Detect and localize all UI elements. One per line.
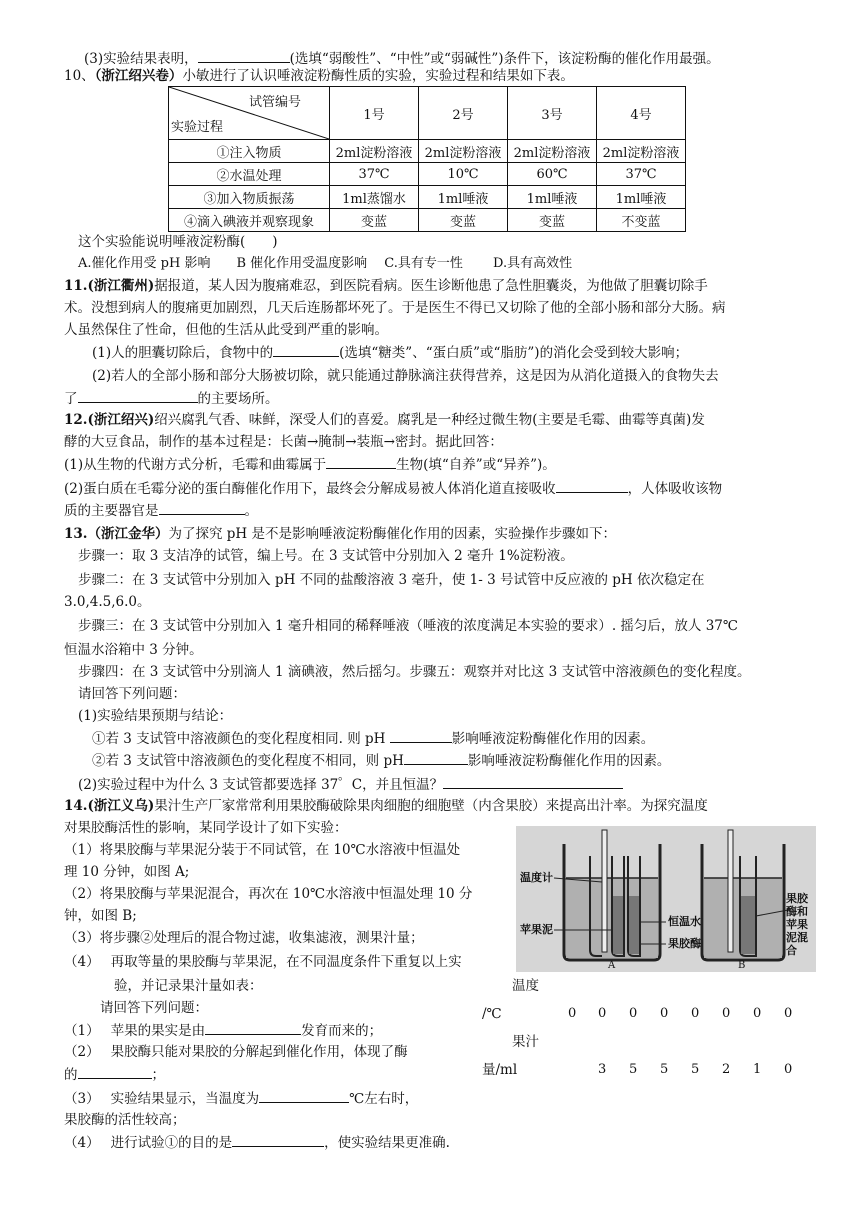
question-number: 11. bbox=[64, 278, 88, 294]
q12-part1 bbox=[64, 454, 556, 475]
q14-q4 bbox=[64, 1132, 450, 1153]
q14-step3: （3）将步骤②处理后的混合物过滤，收集滤液，测果汁量； bbox=[64, 930, 424, 946]
question-source: (浙江义乌) bbox=[87, 798, 155, 814]
q10-intro bbox=[64, 66, 574, 86]
q14-q3 bbox=[64, 1088, 418, 1109]
q14-q2: （2） 果胶酶只能对果胶的分解起到催化作用，体现了酶 bbox=[64, 1044, 408, 1060]
table-cell: 2ml淀粉溶液 bbox=[330, 140, 419, 163]
q14-q2b bbox=[64, 1064, 165, 1085]
answer-blank[interactable] bbox=[443, 774, 623, 789]
table-cell: 2ml淀粉溶液 bbox=[419, 140, 508, 163]
q13-answer2 bbox=[78, 774, 623, 795]
temp-value: 0 bbox=[722, 1006, 731, 1021]
q14-q1 bbox=[64, 1020, 382, 1041]
column-header: 2号 bbox=[419, 87, 508, 140]
answer-blank[interactable] bbox=[273, 342, 339, 357]
q11-part1-post: (选填“糖类”、“蛋白质”或“脂肪”)的消化会受到较大影响； bbox=[339, 345, 689, 361]
table-cell: 变蓝 bbox=[330, 209, 419, 232]
question-text: 绍兴腐乳气香、味鲜，深受人们的喜爱。腐乳是一种经过微生物(主要是毛霉、曲霉等真菌)发 bbox=[154, 412, 705, 428]
answer-blank[interactable] bbox=[159, 500, 245, 515]
answer-blank[interactable] bbox=[259, 1088, 349, 1103]
question-text: 果汁生产厂家常常利用果胶酶破除果肉细胞的细胞壁（内含果胶）来提高出汁率。为探究温度 bbox=[154, 798, 708, 814]
label-mix: 果胶酶和苹果泥混合 bbox=[786, 892, 808, 957]
q14-q3-post: ℃左右时， bbox=[349, 1091, 419, 1107]
q11-part2: (2)若人的全部小肠和部分大肠被切除，就只能通过静脉滴注获得营养，这是因为从消化道摄入的食物失去 bbox=[92, 368, 719, 384]
q10-question: 这个实验能说明唾液淀粉酶( ) bbox=[78, 234, 278, 250]
table-cell: 60℃ bbox=[508, 163, 597, 186]
temp-value: 0 bbox=[568, 1006, 577, 1021]
q13-step4: 步骤四：在 3 支试管中分别滴人 1 滴碘液，然后摇匀。步骤五：观察并对比这 3 支试管中溶液颜色的变化程度。 bbox=[78, 664, 751, 680]
table-row bbox=[169, 140, 686, 163]
juice-value: 0 bbox=[784, 1062, 793, 1077]
answer-blank[interactable] bbox=[78, 1064, 152, 1079]
answer-blank[interactable] bbox=[326, 454, 396, 469]
row-label: ②水温处理 bbox=[169, 163, 330, 186]
q13-a2-text: (2)实验过程中为什么 3 支试管都要选择 37゜C，并且恒温？ bbox=[78, 777, 444, 793]
label-b: B bbox=[738, 960, 746, 971]
q13-step3-cont: 恒温水浴箱中 3 分钟。 bbox=[64, 642, 203, 658]
juice-label: 果汁 bbox=[512, 1034, 539, 1050]
table-cell: 1ml唾液 bbox=[419, 186, 508, 209]
temp-value: 0 bbox=[691, 1006, 700, 1021]
row-label: ①注入物质 bbox=[169, 140, 330, 163]
table-cell: 2ml淀粉溶液 bbox=[597, 140, 686, 163]
table-cell: 变蓝 bbox=[419, 209, 508, 232]
juice-value: 3 bbox=[598, 1062, 607, 1077]
header-process: 实验过程 bbox=[171, 120, 224, 135]
question-source: （浙江金华） bbox=[87, 526, 169, 542]
q9-text-pre: (3)实验结果表明， bbox=[84, 51, 198, 67]
q13-a1i-post: 影响唾液淀粉酶催化作用的因素。 bbox=[451, 731, 655, 747]
answer-blank[interactable] bbox=[232, 1132, 324, 1147]
beaker-diagram bbox=[516, 826, 816, 972]
q14-line2: 对果胶酶活性的影响，某同学设计了如下实验： bbox=[64, 820, 348, 836]
juice-value: 1 bbox=[753, 1062, 762, 1077]
temp-value: 0 bbox=[784, 1006, 793, 1021]
table-cell: 2ml淀粉溶液 bbox=[508, 140, 597, 163]
q14-q2b-pre: 的 bbox=[64, 1067, 78, 1083]
q13-intro bbox=[64, 524, 616, 544]
label-enzyme: 果胶酶 bbox=[668, 937, 701, 950]
label-a: A bbox=[608, 960, 616, 971]
table-row bbox=[169, 209, 686, 232]
answer-blank[interactable] bbox=[404, 750, 468, 765]
q12-part2b-post: 。 bbox=[244, 503, 258, 519]
q14-q1-post: 发育而来的； bbox=[301, 1023, 383, 1039]
q13-answer1-i bbox=[92, 728, 654, 749]
juice-value: 5 bbox=[629, 1062, 638, 1077]
label-water: 恒温水 bbox=[668, 915, 701, 928]
question-source: （浙江绍兴卷） bbox=[94, 68, 183, 84]
q12-part1-pre: (1)从生物的代谢方式分析，毛霉和曲霉属于 bbox=[64, 457, 327, 473]
q12-line1 bbox=[64, 410, 705, 430]
question-source: (浙江衢州) bbox=[87, 278, 155, 294]
q12-part2-pre: (2)蛋白质在毛霉分泌的蛋白酶催化作用下，最终会分解成易被人体消化道直接吸收 bbox=[64, 481, 556, 497]
q12-line2: 酵的大豆食品，制作的基本过程是：长菌→腌制→装瓶→密封。据此回答： bbox=[64, 434, 503, 450]
question-number: 12. bbox=[64, 412, 88, 428]
table-cell: 1ml唾液 bbox=[597, 186, 686, 209]
experiment-table bbox=[168, 86, 686, 232]
temp-value: 0 bbox=[598, 1006, 607, 1021]
q14-step2-cont: 钟，如图 B; bbox=[64, 908, 137, 924]
question-source: (浙江绍兴) bbox=[87, 412, 155, 428]
juice-value: 5 bbox=[660, 1062, 669, 1077]
q12-part1-post: 生物(填“自养”或“异养”)。 bbox=[396, 457, 556, 473]
q11-part2b bbox=[64, 388, 279, 409]
question-text: 为了探究 pH 是不是影响唾液淀粉酶催化作用的因素，实验操作步骤如下： bbox=[168, 526, 616, 542]
q9-text-post: (选填“弱酸性”、“中性”或“弱碱性”)条件下，该淀粉酶的催化作用最强。 bbox=[289, 51, 720, 67]
q11-part1-pre: (1)人的胆囊切除后，食物中的 bbox=[92, 345, 274, 361]
question-text: 据报道，某人因为腹痛难忍，到医院看病。医生诊断他患了急性胆囊炎，为他做了胆囊切除手 bbox=[154, 278, 708, 294]
row-label: ③加入物质振荡 bbox=[169, 186, 330, 209]
temp-label: 温度 bbox=[512, 978, 539, 994]
question-text: 小敏进行了认识唾液淀粉酶性质的实验，实验过程和结果如下表。 bbox=[182, 68, 574, 84]
column-header: 1号 bbox=[330, 87, 419, 140]
temp-value: 0 bbox=[660, 1006, 669, 1021]
q14-line1 bbox=[64, 796, 708, 816]
q13-answer1-ii bbox=[92, 750, 670, 771]
table-cell: 37℃ bbox=[330, 163, 419, 186]
q11-line2: 术。没想到病人的腹痛更加剧烈，几天后连肠都坏死了。于是医生不得已又切除了他的全部小肠和部分大肠。病 bbox=[64, 300, 726, 316]
q14-q1-pre: （1） 苹果的果实是由 bbox=[64, 1023, 206, 1039]
table-cell: 变蓝 bbox=[508, 209, 597, 232]
q12-part2 bbox=[64, 478, 722, 499]
answer-blank[interactable] bbox=[556, 478, 628, 493]
q13-a1ii-post: 影响唾液淀粉酶催化作用的因素。 bbox=[467, 753, 671, 769]
q13-a1ii-pre: ②若 3 支试管中溶液颜色的变化程度不相同，则 pH bbox=[92, 753, 404, 769]
answer-blank[interactable] bbox=[198, 48, 290, 63]
q14-step1: （1）将果胶酶与苹果泥分装于不同试管，在 10℃水溶液中恒温处 bbox=[64, 842, 461, 858]
q14-q3-pre: （3） 实验结果显示，当温度为 bbox=[64, 1091, 260, 1107]
q14-q4-pre: （4） 进行试验①的目的是 bbox=[64, 1135, 233, 1151]
answer-blank[interactable] bbox=[78, 388, 198, 403]
header-tube-number: 试管编号 bbox=[248, 95, 301, 110]
table-row bbox=[169, 186, 686, 209]
q11-part2b-post: 的主要场所。 bbox=[197, 391, 279, 407]
q10-options: A.催化作用受 pH 影响 B 催化作用受温度影响 C.具有专一性 D.具有高效性 bbox=[78, 256, 573, 271]
question-number: 10、 bbox=[64, 68, 95, 84]
q14-q4-post: ，使实验结果更准确. bbox=[324, 1135, 450, 1151]
q14-ask: 请回答下列问题： bbox=[100, 1000, 208, 1016]
q13-step2-cont: 3.0,4.5,6.0。 bbox=[64, 594, 151, 610]
q14-step4: （4） 再取等量的果胶酶与苹果泥，在不同温度条件下重复以上实 bbox=[64, 954, 462, 970]
row-label: ④滴入碘液并观察现象 bbox=[169, 209, 330, 232]
column-header: 3号 bbox=[508, 87, 597, 140]
question-number: 14. bbox=[64, 798, 88, 814]
q14-step4-cont: 验，并记录果汁量如表： bbox=[114, 978, 263, 994]
q11-line1 bbox=[64, 276, 708, 296]
table-cell: 37℃ bbox=[597, 163, 686, 186]
q11-part2b-pre: 了 bbox=[64, 391, 78, 407]
q11-part1 bbox=[92, 342, 688, 363]
table-cell: 1ml唾液 bbox=[508, 186, 597, 209]
temp-unit-label: /℃ bbox=[482, 1006, 502, 1022]
q13-step3: 步骤三：在 3 支试管中分别加入 1 毫升相同的稀释唾液（唾液的浓度满足本实验的要求）. 摇匀后，放人 37℃ bbox=[78, 618, 738, 634]
juice-unit-label: 量/ml bbox=[482, 1062, 518, 1078]
label-apple: 苹果泥 bbox=[520, 923, 553, 936]
table-cell: 1ml蒸馏水 bbox=[330, 186, 419, 209]
q14-q2b-post: ； bbox=[151, 1067, 165, 1083]
q13-a1i-pre: ①若 3 支试管中溶液颜色的变化程度相同. 则 pH bbox=[92, 731, 390, 747]
q12-part2b bbox=[64, 500, 258, 521]
q12-part2-post: ，人体吸收该物 bbox=[627, 481, 723, 497]
juice-value: 2 bbox=[722, 1062, 731, 1077]
q11-line3: 人虽然保住了性命，但他的生活从此受到严重的影响。 bbox=[64, 322, 388, 338]
q14-step2: （2）将果胶酶与苹果泥混合，再次在 10℃水溶液中恒温处理 10 分 bbox=[64, 886, 473, 902]
q14-q3-cont: 果胶酶的活性较高； bbox=[64, 1112, 186, 1128]
table-header-diagonal bbox=[169, 87, 330, 140]
q13-ask: 请回答下列问题： bbox=[78, 686, 186, 702]
q12-part2b-pre: 质的主要器官是 bbox=[64, 503, 159, 519]
q13-answer1: (1)实验结果预期与结论： bbox=[78, 708, 233, 724]
label-thermometer: 温度计 bbox=[520, 871, 553, 884]
table-cell: 10℃ bbox=[419, 163, 508, 186]
table-cell: 不变蓝 bbox=[597, 209, 686, 232]
juice-value: 5 bbox=[691, 1062, 700, 1077]
q13-step2: 步骤二：在 3 支试管中分别加入 pH 不同的盐酸溶液 3 毫升，使 1- 3 号试管中反应液的 pH 依次稳定在 bbox=[78, 572, 705, 588]
table-row bbox=[169, 163, 686, 186]
q13-step1: 步骤一：取 3 支洁净的试管，编上号。在 3 支试管中分别加入 2 毫升 1%淀粉液。 bbox=[78, 548, 574, 564]
temp-value: 0 bbox=[629, 1006, 638, 1021]
answer-blank[interactable] bbox=[390, 728, 452, 743]
answer-blank[interactable] bbox=[205, 1020, 301, 1035]
question-number: 13. bbox=[64, 526, 88, 542]
beaker-figure bbox=[516, 826, 816, 972]
temp-value: 0 bbox=[753, 1006, 762, 1021]
q14-step1-cont: 理 10 分钟，如图 A; bbox=[64, 864, 190, 880]
column-header: 4号 bbox=[597, 87, 686, 140]
